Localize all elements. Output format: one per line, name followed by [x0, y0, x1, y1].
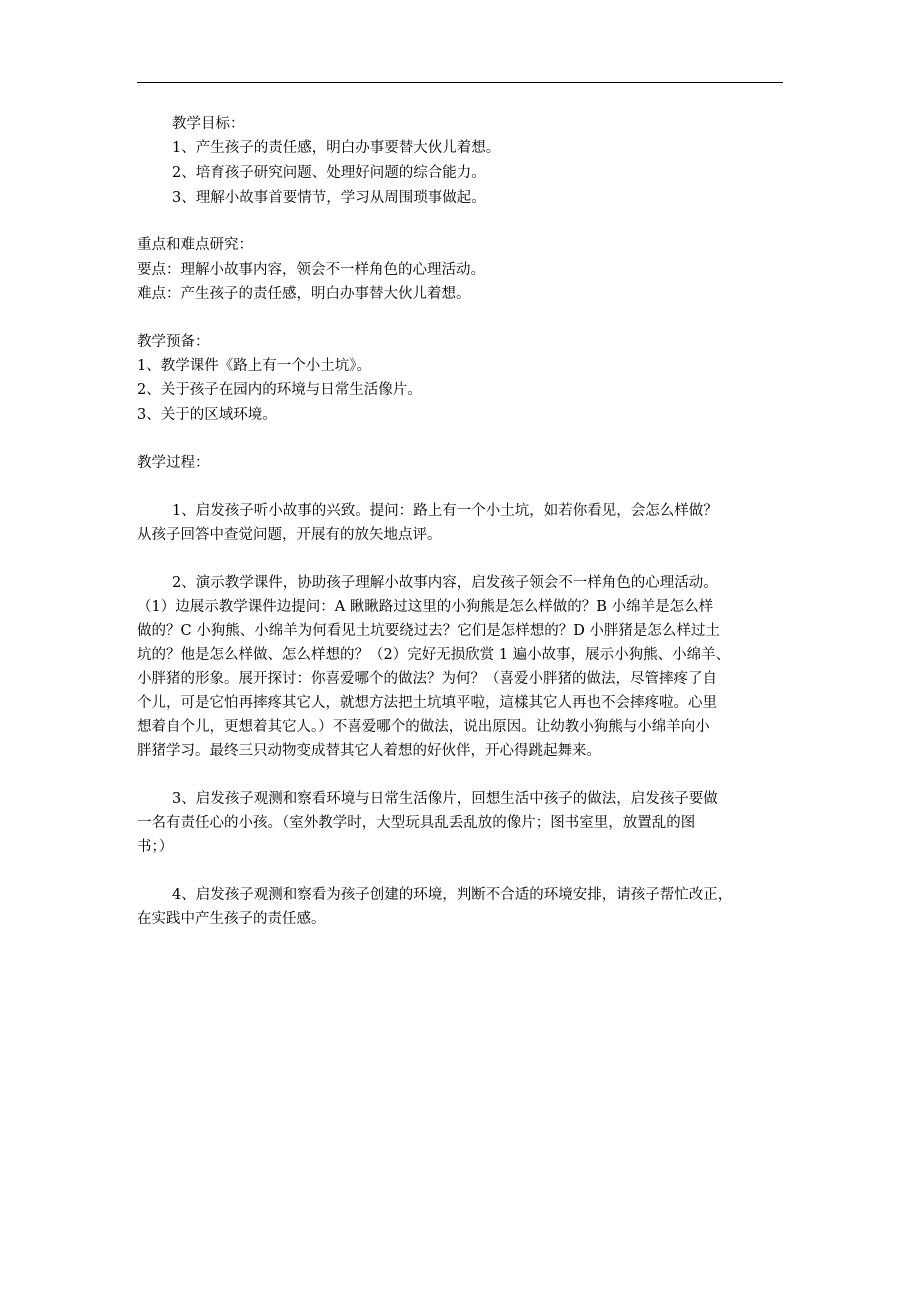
process-paragraph-2-line: 小胖猪的形象。展开探讨：你喜爱哪个的做法？为何？（喜爱小胖猪的做法，尽管摔疼了自 — [137, 671, 717, 687]
process-paragraph-4-line: 4、启发孩子观测和察看为孩子创建的环境，判断不合适的环境安排，请孩子帮忙改正， — [172, 887, 733, 903]
process-paragraph-2-line: 想着自个儿，更想着其它人。）不喜爱哪个的做法，说出原因。让幼教小狗熊与小绵羊向小 — [137, 719, 710, 735]
keypoint-key: 要点：理解小故事内容，领会不一样角色的心理活动。 — [137, 262, 485, 278]
goal-item: 2、培育孩子研究问题、处理好问题的综合能力。 — [172, 165, 486, 181]
prep-heading: 教学预备： — [137, 334, 210, 350]
prep-item: 1、教学课件《路上有一个小土坑》。 — [137, 358, 371, 374]
prep-item: 2、关于孩子在园内的环境与日常生活像片。 — [137, 382, 422, 398]
goal-item: 3、理解小故事首要情节，学习从周围琐事做起。 — [172, 190, 486, 206]
header-rule — [137, 82, 783, 83]
process-paragraph-2-line: 胖猪学习。最终三只动物变成替其它人着想的好伙伴，开心得跳起舞来。 — [137, 743, 601, 759]
process-heading: 教学过程： — [137, 455, 210, 471]
prep-item: 3、关于的区域环境。 — [137, 407, 277, 423]
process-paragraph-2-line: 2、演示教学课件，协助孩子理解小故事内容，启发孩子领会不一样角色的心理活动。 — [172, 575, 718, 591]
process-paragraph-1-line: 1、启发孩子听小故事的兴致。提问：路上有一个小土坑，如若你看见，会怎么样做？ — [172, 503, 718, 519]
process-paragraph-3-line: 书；） — [137, 839, 174, 855]
process-paragraph-1-line: 从孩子回答中查觉问题，开展有的放矢地点评。 — [137, 527, 442, 543]
process-paragraph-4-line: 在实践中产生孩子的责任感。 — [137, 911, 326, 927]
keypoints-heading: 重点和难点研究： — [137, 237, 253, 253]
goals-heading: 教学目标： — [172, 116, 245, 132]
process-paragraph-3-line: 一名有责任心的小孩。（室外教学时，大型玩具乱丢乱放的像片；图书室里，放置乱的图 — [137, 815, 696, 831]
process-paragraph-2-line: 做的？C 小狗熊、小绵羊为何看见土坑要绕过去？它们是怎样想的？D 小胖猪是怎么样过土 — [137, 623, 720, 639]
process-paragraph-2-line: 坑的？他是怎么样做、怎么样想的？（2）完好无损欣赏 1 遍小故事，展示小狗熊、小绵羊、 — [137, 647, 731, 663]
process-paragraph-3-line: 3、启发孩子观测和察看环境与日常生活像片，回想生活中孩子的做法，启发孩子要做 — [172, 791, 718, 807]
process-paragraph-2-line: 个儿，可是它怕再摔疼其它人，就想方法把土坑填平啦，這樣其它人再也不会摔疼啦。心里 — [137, 695, 717, 711]
process-paragraph-2-line: （1）边展示教学课件边提问：A 瞅瞅路过这里的小狗熊是怎么样做的？B 小绵羊是怎么样 — [137, 599, 714, 615]
goal-item: 1、产生孩子的责任感，明白办事要替大伙儿着想。 — [172, 140, 501, 156]
keypoint-difficulty: 难点：产生孩子的责任感，明白办事替大伙儿着想。 — [137, 286, 471, 302]
